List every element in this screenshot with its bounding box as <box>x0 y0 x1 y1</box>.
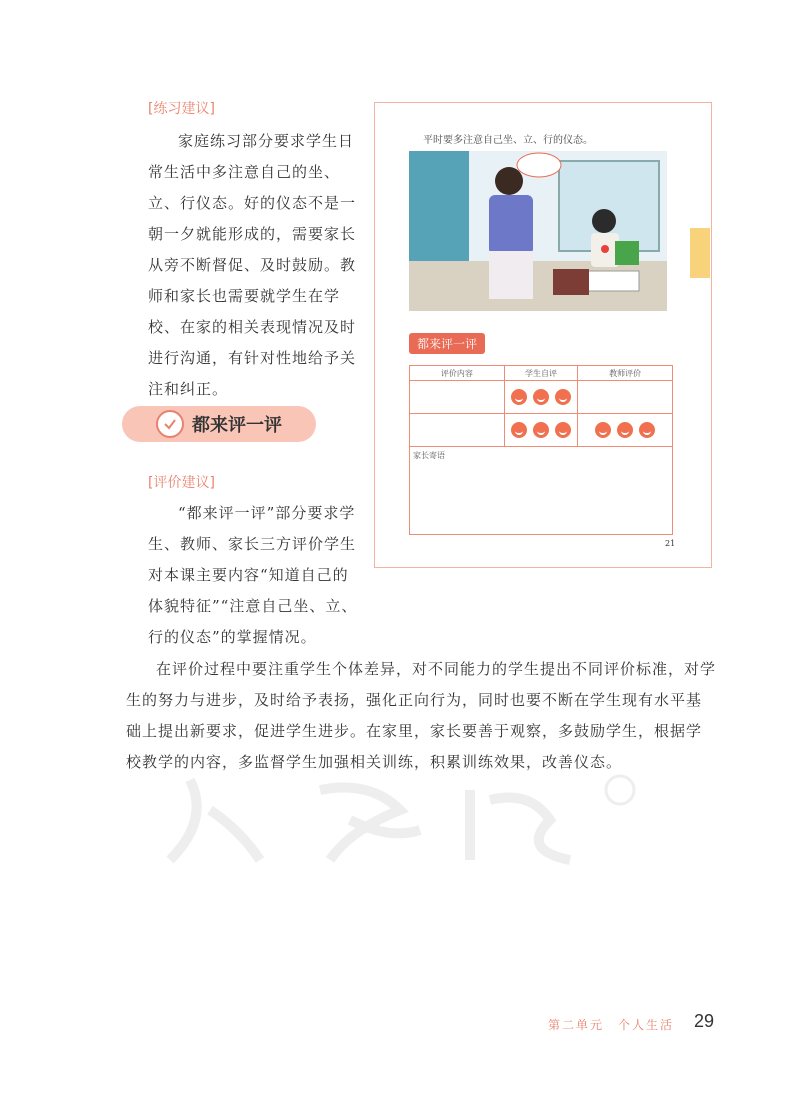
smiley-face-icon <box>533 389 549 405</box>
parent-comment-label: 家长寄语 <box>410 447 673 535</box>
smiley-face-icon <box>533 422 549 438</box>
illustration-caption: 平时要多注意自己坐、立、行的仪态。 <box>423 135 593 146</box>
parent-comment-row <box>410 447 673 535</box>
col-header-content: 评价内容 <box>410 366 505 381</box>
col-header-teacher: 教师评价 <box>578 366 673 381</box>
bottom-paragraph: 在评价过程中要注重学生个体差异，对不同能力的学生提出不同评价标准，对学生的努力与进步，及时给予表扬，强化正向行为，同时也要不断在学生现有水平基础上提出新要求，促进学生进步。在家里，家长要善于观察，多鼓励学生，根据学校教学的内容，多监督学生加强相关训练，积累训练效果，改善仪态。 <box>126 660 717 771</box>
embedded-textbook-page <box>374 102 712 568</box>
section-title: 都来评一评 <box>192 415 282 436</box>
check-pencil-icon <box>156 410 184 438</box>
rating-table <box>409 365 673 535</box>
table-row <box>410 381 673 414</box>
table-row <box>410 414 673 447</box>
smiley-face-icon <box>511 422 527 438</box>
chapter-footer: 第二单元 个人生活 <box>548 1018 675 1032</box>
evaluation-paragraph: “都来评一评”部分要求学生、教师、家长三方评价学生对本课主要内容“知道自己的体貌特征”“注意自己坐、立、行的仪态”的掌握情况。 <box>148 504 358 646</box>
smiley-face-icon <box>595 422 611 438</box>
inner-section-label: 都来评一评 <box>409 333 485 354</box>
smiley-face-icon <box>555 389 571 405</box>
section-title-pill <box>122 406 316 442</box>
smiley-face-icon <box>555 422 571 438</box>
publisher-watermark <box>150 760 650 899</box>
evaluation-suggestion-tag: [评价建议] <box>148 475 215 491</box>
mother-child-study-illustration <box>409 151 667 311</box>
page-side-tab <box>690 228 710 278</box>
smiley-face-icon <box>639 422 655 438</box>
inner-page-number: 21 <box>665 539 676 548</box>
practice-paragraph: 家庭练习部分要求学生日常生活中多注意自己的坐、立、行仪态。好的仪态不是一朝一夕就能形成的，需要家长从旁不断督促、及时鼓励。教师和家长也需要就学生在学校、在家的相关表现情况及时进行沟通，有针对性地给予关注和纠正。 <box>148 132 357 398</box>
col-header-self: 学生自评 <box>504 366 578 381</box>
smiley-face-icon <box>617 422 633 438</box>
practice-suggestion-tag: [练习建议] <box>148 101 215 117</box>
page-number: 29 <box>694 1011 715 1031</box>
smiley-face-icon <box>511 389 527 405</box>
